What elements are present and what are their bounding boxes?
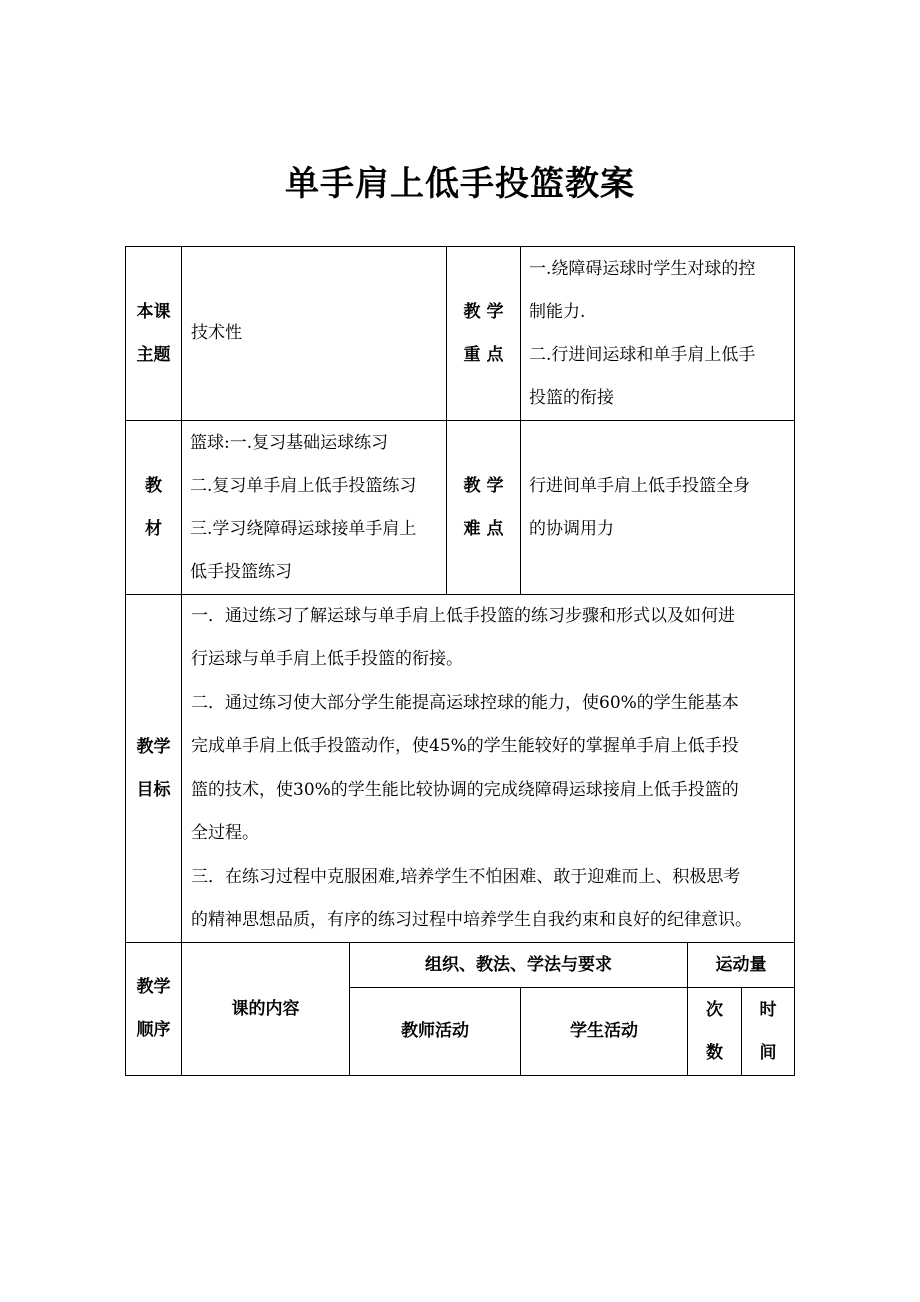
count-header: 次 数 [706,999,723,1063]
order-header: 教学 顺序 [136,977,171,1040]
topic-label: 本课 主题 [136,301,171,365]
content-header: 课的内容 [231,998,300,1019]
page-title: 单手肩上低手投篮教案 [285,164,635,204]
objectives-label: 教学 目标 [136,736,171,800]
topic-value: 技术性 [191,323,242,343]
materials-label: 教 材 [145,475,162,539]
methods-header: 组织、教法、学法与要求 [425,954,612,975]
teacher-activity-header: 教师活动 [401,1021,469,1041]
materials-text: 篮球:一.复习基础运球练习 二.复习单手肩上低手投篮练习 三.学习绕障碍运球接单手肩上 低手投篮练习 [190,432,417,582]
difficulty-label: 教 学 难 点 [463,475,504,539]
objectives-text: 一．通过练习了解运球与单手肩上低手投篮的练习步骤和形式以及如何进 行运球与单手肩上低手投篮的衔接。 二．通过练习使大部分学生能提高运球控球的能力，使60%的学生能基本 完成单手肩上低手投篮动作，使45%的学生能较好的掌握单手肩上低手投 篮的技术，使30%的学生能比较协调的完成绕障碍运球接肩上低手投篮的 全过程。 三．在练习过程中克服困难,培养学生不怕困难、敢于迎难而上、积极思考 的精神思想品质，有序的练习过程中培养学生自我约束和良好的纪律意识。 [191,605,752,930]
load-header: 运动量 [715,954,767,975]
key-points-text: 一.绕障碍运球时学生对球的控 制能力. 二.行进间运球和单手肩上低手 投篮的衔接 [529,258,756,408]
difficulty-text: 行进间单手肩上低手投篮全身 的协调用力 [529,475,750,539]
student-activity-header: 学生活动 [570,1021,638,1041]
key-points-label: 教 学 重 点 [463,301,504,365]
time-header: 时 间 [759,999,777,1063]
